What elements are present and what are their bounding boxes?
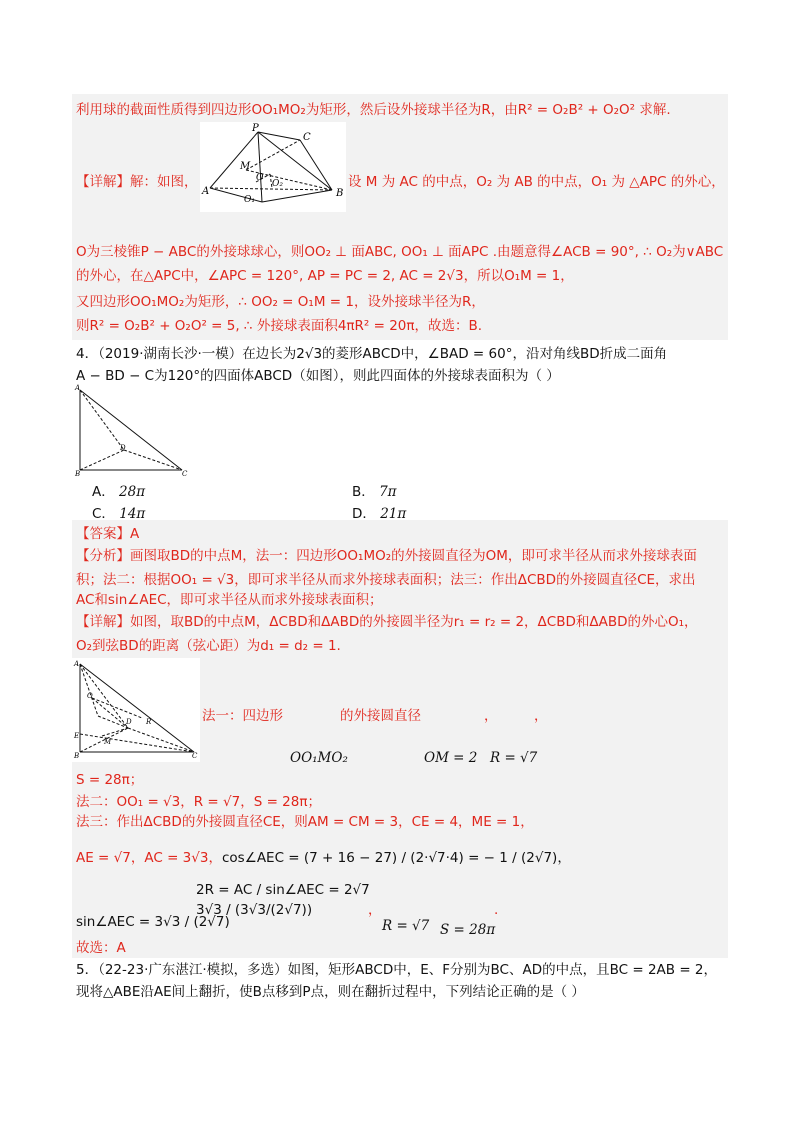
method1-r: R = √7: [490, 750, 538, 766]
q5-stem-1: 5．（22-23·广东湛江·模拟，多选）如图，矩形ABCD中，E、F分别为BC、AD的中点，且BC = 2AB = 2，: [76, 962, 718, 978]
method1-s: S = 28π；: [76, 772, 144, 788]
fig1-label-C: C: [303, 132, 311, 143]
method2: 法二：OO₁ = √3，R = √7，S = 28π；: [76, 794, 321, 810]
answer-label: 【答案】A: [76, 526, 140, 542]
final-s: S = 28π: [440, 922, 496, 938]
top-line-3: O为三棱锥P − ABC的外接球球心，则OO₂ ⊥ 面ABC, OO₁ ⊥ 面APC .由题意得∠ACB = 90°, ∴ O₂为∨ABC: [76, 244, 724, 260]
cos-line: cos∠AEC = (7 + 16 − 27) / (2·√7·4) = − 1 / (2√7)，: [222, 850, 571, 866]
q4-stem-1: 4．（2019·湖南长沙·一模）在边长为2√3的菱形ABCD中，∠BAD = 60°，沿对角线BD折成二面角: [76, 346, 668, 362]
figure-1-pyramid: [200, 122, 346, 212]
sin-line: sin∠AEC = 3√3 / (2√7): [76, 914, 230, 930]
method1-comma-1: ，: [484, 708, 498, 724]
method1-mid: 的外接圆直径: [340, 708, 421, 724]
method3: 法三：作出ΔCBD的外接圆直径CE，则AM = CM = 3，CE = 4，ME = 1，: [76, 814, 534, 830]
fig2-label-A: A: [75, 384, 81, 392]
final-comma: ，: [368, 902, 382, 918]
fig1-label-B: B: [336, 188, 344, 199]
top-line-6: 则R² = O₂B² + O₂O² = 5, ∴ 外接球表面积4πR² = 20π，故选：B.: [76, 318, 483, 334]
analysis-2: 积；法二：根据OO₁ = √3，即可求半径从而求外接球表面积；法三：作出ΔCBD的外接圆直径CE，求出: [76, 572, 696, 588]
figure-2-tetrahedron: [72, 384, 192, 476]
tworr-line: 2R = AC / sin∠AEC = 2√7: [196, 882, 370, 898]
final-r: R = √7: [382, 918, 430, 934]
q5-stem-2: 现将△ABE沿AE间上翻折，使B点移到P点，则在翻折过程中，下列结论正确的是（ ）: [76, 984, 585, 1000]
fig2-label-D: D: [120, 444, 126, 452]
fig1-label-O2: O₂: [272, 179, 283, 189]
q4-option-c[interactable]: C． 14π: [92, 506, 146, 522]
top-line-1: 利用球的截面性质得到四边形OO₁MO₂为矩形，然后设外接球半径为R，由R² = O₂B² + O₂O² 求解.: [76, 102, 671, 118]
detail-label: 【详解】解：如图，: [76, 174, 198, 190]
fig2-label-B: B: [75, 470, 81, 476]
fig3-label-M: M: [104, 738, 112, 746]
fig3-label-E: E: [74, 732, 80, 740]
method1-quad: OO₁MO₂: [290, 750, 348, 766]
tworr-mid: 3√3 / (3√3/(2√7)): [196, 902, 313, 918]
detail-text: 设 M 为 AC 的中点，O₂ 为 AB 的中点，O₁ 为 △APC 的外心，: [348, 174, 725, 190]
detail-1: 【详解】如图，取BD的中点M，ΔCBD和ΔABD的外接圆半径为r₁ = r₂ = 2，ΔCBD和ΔABD的外心O₁，: [76, 614, 698, 630]
analysis-3: AC和sin∠AEC，即可求半径从而求外接球表面积；: [76, 592, 383, 608]
fig3-label-D: D: [126, 718, 132, 726]
fig3-label-A: A: [74, 660, 80, 668]
analysis-1: 【分析】画图取BD的中点M，法一：四边形OO₁MO₂的外接圆直径为OM，即可求半径从而求外接球表面: [76, 548, 697, 564]
fig1-label-M: M: [240, 161, 251, 172]
method1-comma-2: ，: [534, 708, 548, 724]
q4-option-a[interactable]: A． 28π: [92, 484, 146, 500]
q4-option-b[interactable]: B． 7π: [352, 484, 397, 500]
q4-stem-2: A − BD − C为120°的四面体ABCD（如图），则此四面体的外接球表面积为（ ）: [76, 368, 560, 384]
fig1-label-O: O: [256, 173, 264, 183]
top-line-4: 的外心，在△APC中，∠APC = 120°, AP = PC = 2, AC = 2√3，所以O₁M = 1，: [76, 268, 574, 284]
fig3-label-C: C: [192, 752, 198, 760]
detail-2: O₂到弦BD的距离（弦心距）为d₁ = d₂ = 1.: [76, 638, 341, 654]
fig2-label-C: C: [182, 470, 188, 476]
fig1-label-P: P: [252, 123, 259, 134]
fig1-label-O1: O₁: [244, 195, 255, 205]
method1-label: 法一：四边形: [202, 708, 283, 724]
method1-om: OM = 2: [424, 750, 478, 766]
fig3-label-O: O: [87, 692, 93, 700]
fig1-label-A: A: [202, 186, 210, 197]
final-period: .: [494, 902, 499, 918]
fig3-label-R: R: [146, 718, 152, 726]
ae-line: AE = √7，AC = 3√3，: [76, 850, 222, 866]
top-line-5: 又四边形OO₁MO₂为矩形，∴ OO₂ = O₁M = 1，设外接球半径为R，: [76, 294, 485, 310]
q4-option-d[interactable]: D． 21π: [352, 506, 407, 522]
fig3-label-B: B: [74, 752, 80, 760]
figure-3-construction: [72, 658, 200, 762]
choose-a: 故选：A: [76, 940, 126, 956]
